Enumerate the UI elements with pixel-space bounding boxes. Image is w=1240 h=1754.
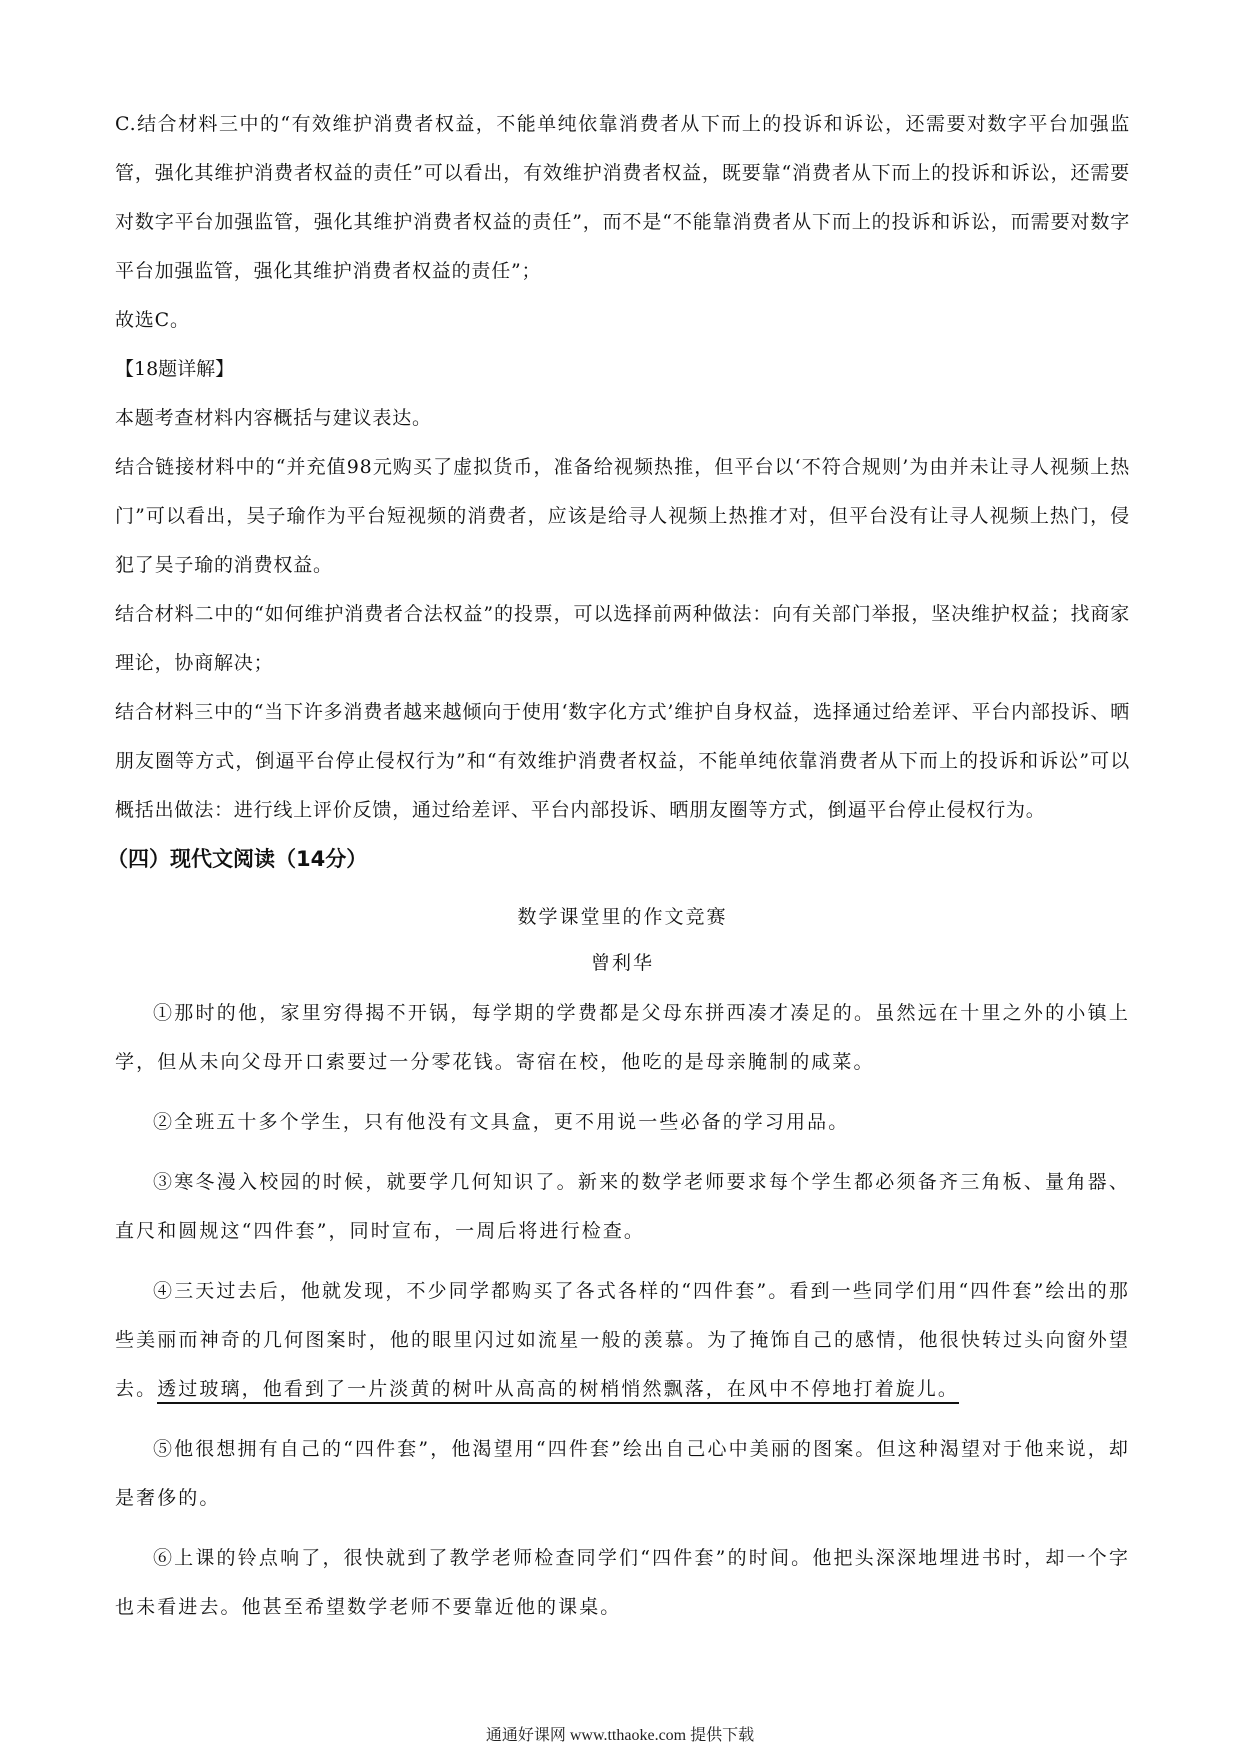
article-paragraph-1: ①那时的他，家里穷得揭不开锅，每学期的学费都是父母东拼西凑才凑足的。虽然远在十里之外的小镇上学，但从未向父母开口索要过一分零花钱。寄宿在校，他吃的是母亲腌制的咸菜。 [115, 1002, 1130, 1073]
underlined-sentence: 透过玻璃，他看到了一片淡黄的树叶从高高的树梢悄然飘落，在风中不停地打着旋儿。 [157, 1378, 959, 1404]
article-paragraph-3: ③寒冬漫入校园的时候，就要学几何知识了。新来的数学老师要求每个学生都必须备齐三角板、量角器、直尺和圆规这“四件套”，同时宣布，一周后将进行检查。 [115, 1171, 1130, 1242]
page-footer: 通通好课网 www.tthaoke.com 提供下载 [485, 1727, 755, 1744]
article-paragraph-5: ⑤他很想拥有自己的“四件套”，他渴望用“四件套”绘出自己心中美丽的图案。但这种渴望对于他来说，却是奢侈的。 [115, 1438, 1130, 1509]
article-paragraph-4-text: ④三天过去后，他就发现，不少同学都购买了各式各样的“四件套”。看到一些同学们用“四件套”绘出的那些美丽而神奇的几何图案时，他的眼里闪过如流星一般的羡慕。为了掩饰自己的感情，他很快转过头向窗外望去。 [115, 1280, 1130, 1400]
analysis-section [115, 100, 1130, 835]
q18-heading: 【18题详解】 [115, 358, 235, 380]
answer-line: 故选C。 [115, 309, 190, 331]
article-paragraph-6: ⑥上课的铃点响了，很快就到了教学老师检查同学们“四件套”的时间。他把头深深地埋进书时，却一个字也未看进去。他甚至希望数学老师不要靠近他的课桌。 [115, 1547, 1130, 1618]
article-author: 曾利华 [590, 952, 654, 974]
q18-link-material: 结合链接材料中的“并充值98元购买了虚拟货币，准备给视频热推，但平台以‘不符合规则’为由并未让寻人视频上热门”可以看出，吴子瑜作为平台短视频的消费者，应该是给寻人视频上热推才对，但平台没有让寻人视频上热门，侵犯了吴子瑜的消费权益。 [115, 456, 1130, 576]
article-title: 数学课堂里的作文竞赛 [517, 906, 728, 928]
document-page [107, 100, 1130, 1643]
option-c-analysis: C.结合材料三中的“有效维护消费者权益，不能单纯依靠消费者从下而上的投诉和诉讼，还需要对数字平台加强监管，强化其维护消费者权益的责任”可以看出，有效维护消费者权益，既要靠“消费者从下而上的投诉和诉讼，还需要对数字平台加强监管，强化其维护消费者权益的责任”，而不是“不能靠消费者从下而上的投诉和诉讼，而需要对数字平台加强监管，强化其维护消费者权益的责任”； [115, 113, 1130, 282]
article-paragraph-4 [115, 1267, 1130, 1414]
article-body [115, 989, 1130, 1632]
section-title: （四）现代文阅读（14分） [107, 847, 368, 871]
q18-material-three: 结合材料三中的“当下许多消费者越来越倾向于使用‘数字化方式’维护自身权益，选择通过给差评、平台内部投诉、晒朋友圈等方式，倒逼平台停止侵权行为”和“有效维护消费者权益，不能单纯依靠消费者从下而上的投诉和诉讼”可以概括出做法：进行线上评价反馈，通过给差评、平台内部投诉、晒朋友圈等方式，倒逼平台停止侵权行为。 [115, 701, 1130, 821]
article-paragraph-2: ②全班五十多个学生，只有他没有文具盒，更不用说一些必备的学习用品。 [153, 1111, 850, 1133]
q18-material-two: 结合材料二中的“如何维护消费者合法权益”的投票，可以选择前两种做法：向有关部门举报，坚决维护权益；找商家理论，协商解决； [115, 603, 1130, 674]
q18-intro: 本题考查材料内容概括与建议表达。 [115, 407, 432, 429]
